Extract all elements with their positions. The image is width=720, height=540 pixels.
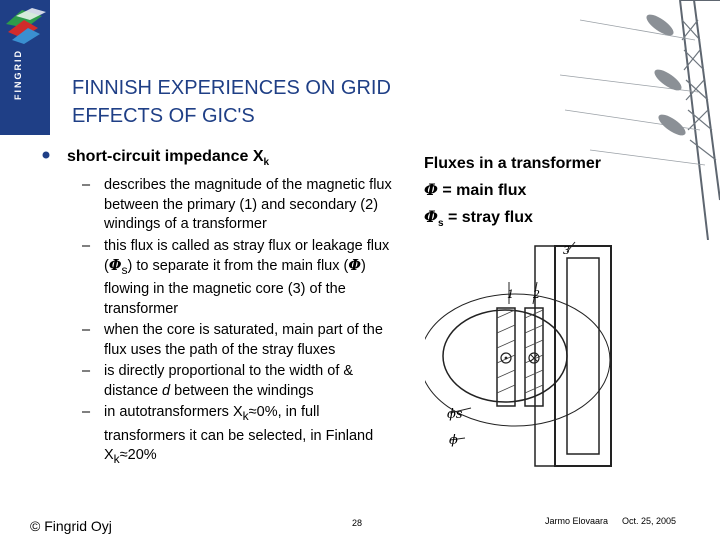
core-label: 3	[563, 244, 570, 257]
fingrid-logo-icon	[2, 6, 48, 46]
sub-bullet-4	[82, 362, 402, 401]
transformer-cross-section-diagram	[425, 238, 625, 478]
brand-sidebar	[0, 0, 50, 135]
footer-author: Jarmo Elovaara	[545, 516, 609, 526]
sub-bullet-5	[82, 403, 402, 469]
slide-title	[72, 74, 492, 130]
flux-legend-heading: Fluxes in a transformer	[424, 155, 601, 172]
main-flux-label: ϕ	[449, 433, 458, 448]
dash-marker: –	[82, 363, 91, 380]
dash-marker: –	[82, 237, 91, 254]
transmission-tower-photo	[560, 0, 720, 240]
logo-wordmark: FINGRID	[13, 49, 23, 100]
footer-company: © Fingrid Oyj	[30, 518, 112, 534]
sub-bullet-text: describes the magnitude of the magnetic flux between the primary (1) and secondary (2) windings of a transformer	[104, 177, 392, 232]
footer-page-number: 28	[352, 518, 363, 528]
sub-bullet-3	[82, 321, 402, 360]
bullet-main	[67, 148, 269, 168]
sub-bullet-text: is directly proportional to the width of & distance d between the windings	[104, 363, 354, 399]
stray-flux-label: ϕs	[447, 407, 463, 422]
sub-bullet-2	[82, 237, 402, 320]
sub-bullet-text: when the core is saturated, main part of the flux uses the path of the stray fluxes	[104, 322, 383, 358]
title-line-1: FINNISH EXPERIENCES ON GRID	[72, 77, 391, 99]
dash-marker: –	[82, 177, 91, 193]
winding-secondary-label: 2	[533, 288, 540, 301]
flux-legend-stray: $\Phi_s$ = stray flux	[424, 207, 533, 230]
sub-bullet-text: in autotransformers $X_k\approx 0\%$, in full transformers it can be selected, in Finland $X_k\approx 20\%$	[104, 404, 374, 467]
bullet-main-subscript: k	[263, 157, 270, 169]
flux-legend-main: Φ = main flux	[424, 180, 527, 199]
winding-primary-label: 1	[507, 288, 514, 301]
dash-marker: –	[82, 404, 91, 421]
sub-bullet-list	[82, 176, 402, 472]
title-line-2: EFFECTS OF GIC'S	[72, 105, 255, 127]
dash-marker: –	[82, 322, 91, 339]
sub-bullet-1	[82, 176, 402, 235]
bullet-main-text: short-circuit impedance X	[67, 148, 264, 165]
sub-bullet-text: this flux is called as stray flux or leakage flux $(\Phi_s)$ to separate it from the main flux (Φ) flowing in the magnetic core (3) of the transformer	[104, 237, 390, 317]
bullet-dot-icon	[42, 151, 50, 159]
footer-date: Oct. 25, 2005	[622, 516, 677, 526]
